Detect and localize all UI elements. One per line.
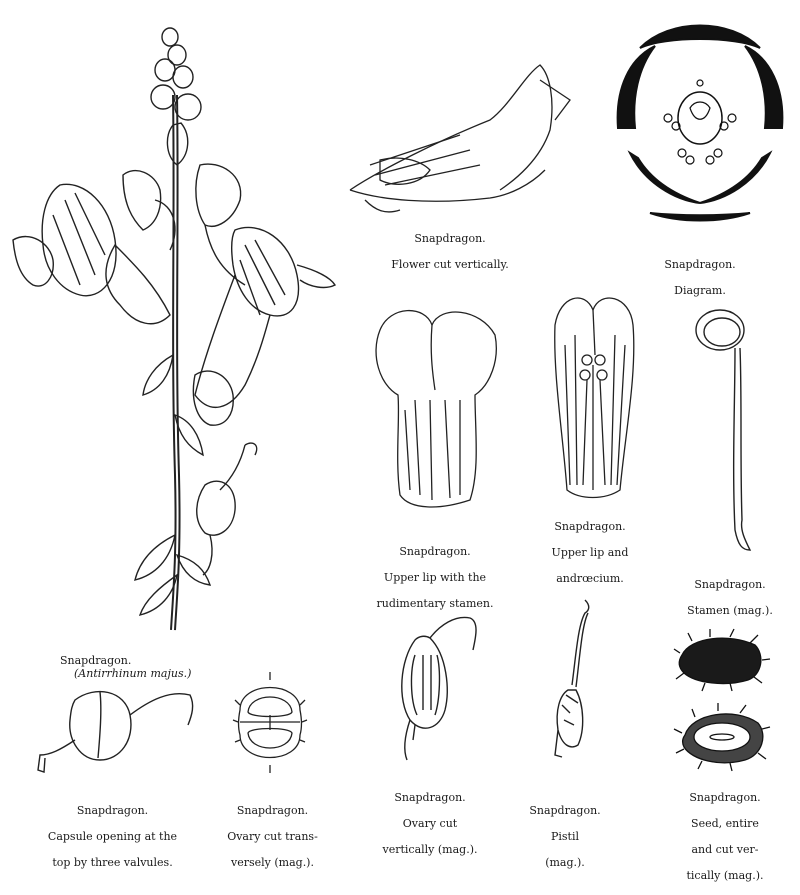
pistil-caption-1: Snapdragon. — [529, 804, 601, 817]
upper-lip-androecium-caption-2: Upper lip and — [551, 546, 629, 559]
pistil-illustration — [540, 595, 600, 765]
capsule-caption — [20, 791, 205, 882]
capsule-caption-3: top by three valvules. — [52, 856, 173, 869]
ovary-transverse-caption-1: Snapdragon. — [236, 804, 309, 817]
floral-diagram-illustration — [610, 8, 790, 238]
ovary-transverse-caption-3: versely (mag.). — [231, 856, 314, 869]
capsule-illustration — [30, 680, 210, 780]
plant-caption-latin: (Antirrhinum majus.) — [74, 667, 192, 680]
upper-lip-caption-1: Snapdragon. — [399, 545, 471, 558]
stamen-caption-2: Stamen (mag.). — [687, 604, 773, 617]
pistil-caption-3: (mag.). — [545, 856, 585, 869]
plant-caption-name: Snapdragon. — [60, 654, 132, 667]
flower-vertical-caption — [350, 219, 550, 284]
pistil-caption-2: Pistil — [550, 830, 580, 843]
ovary-transverse-illustration — [230, 670, 310, 775]
seed-caption-1: Snapdragon. — [689, 791, 761, 804]
stamen-caption-1: Snapdragon. — [694, 578, 766, 591]
capsule-caption-2: Capsule opening at the — [47, 830, 178, 843]
upper-lip-androecium-caption-3: andrœcium. — [556, 572, 624, 585]
flower-vertical-caption-2: Flower cut vertically. — [391, 258, 509, 271]
ovary-vertical-caption — [360, 778, 500, 869]
flower-vertical-section-illustration — [340, 60, 580, 220]
upper-lip-caption-3: rudimentary stamen. — [376, 597, 494, 610]
snapdragon-plant-illustration — [5, 15, 350, 635]
upper-lip-androecium-caption — [515, 507, 665, 598]
ovary-transverse-caption-2: Ovary cut trans- — [227, 830, 318, 843]
ovary-vertical-caption-2: Ovary cut — [402, 817, 458, 830]
diagram-caption-2: Diagram. — [674, 284, 726, 297]
ovary-vertical-illustration — [385, 610, 495, 765]
seed-caption — [660, 778, 790, 895]
capsule-caption-1: Snapdragon. — [76, 804, 149, 817]
ovary-vertical-caption-3: vertically (mag.). — [382, 843, 478, 856]
ovary-vertical-caption-1: Snapdragon. — [394, 791, 466, 804]
upper-lip-illustration — [360, 300, 510, 520]
seed-caption-2: Seed, entire — [691, 817, 759, 830]
seed-caption-3: and cut ver- — [691, 843, 759, 856]
upper-lip-caption-2: Upper lip with the — [383, 571, 487, 584]
stamen-illustration — [690, 300, 770, 560]
diagram-caption-1: Snapdragon. — [664, 258, 736, 271]
seed-illustration — [670, 625, 775, 775]
ovary-transverse-caption — [205, 791, 340, 882]
upper-lip-androecium-caption-1: Snapdragon. — [554, 520, 626, 533]
stamen-caption — [660, 565, 800, 630]
upper-lip-androecium-illustration — [545, 285, 645, 505]
flower-vertical-caption-1: Snapdragon. — [414, 232, 486, 245]
seed-caption-4: tically (mag.). — [686, 869, 764, 882]
pistil-caption — [510, 791, 620, 882]
